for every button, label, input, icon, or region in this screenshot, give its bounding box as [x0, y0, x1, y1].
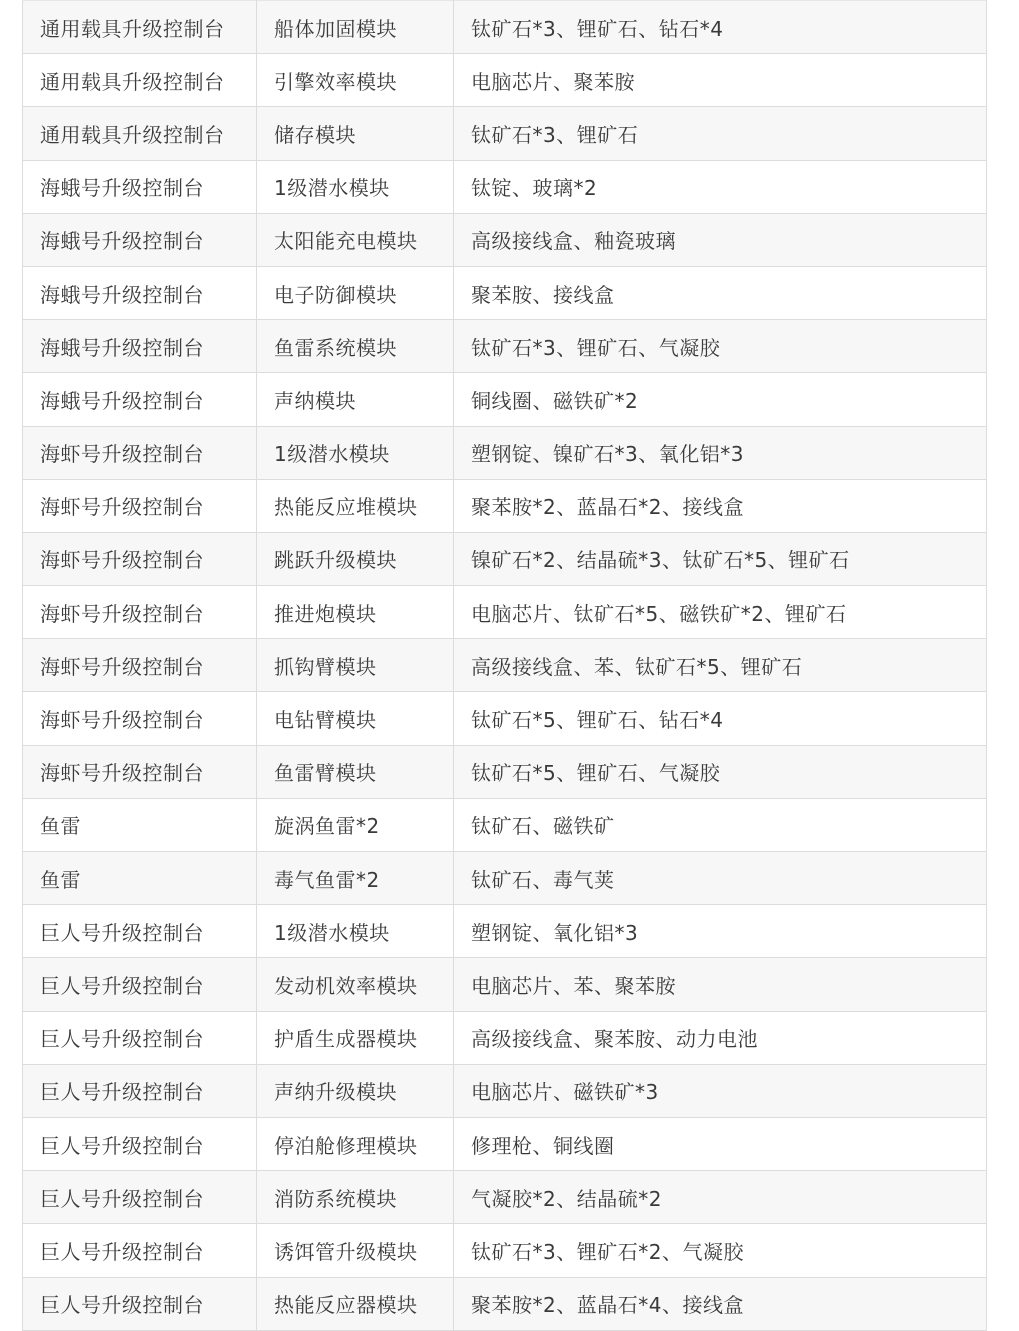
module-cell: 1级潜水模块: [257, 905, 454, 958]
materials-cell: 钛矿石、磁铁矿: [454, 798, 987, 851]
table-row: [23, 639, 987, 692]
materials-cell: 钛矿石*3、锂矿石: [454, 107, 987, 160]
table-row: [23, 107, 987, 160]
module-cell: 抓钩臂模块: [257, 639, 454, 692]
materials-cell: 电脑芯片、磁铁矿*3: [454, 1064, 987, 1117]
module-cell: 电子防御模块: [257, 266, 454, 319]
materials-cell: 修理枪、铜线圈: [454, 1117, 987, 1170]
materials-cell: 高级接线盒、釉瓷玻璃: [454, 213, 987, 266]
console-cell: 海蛾号升级控制台: [23, 213, 257, 266]
table-row: [23, 266, 987, 319]
table-row: [23, 320, 987, 373]
crafting-table: [22, 0, 987, 1331]
table-row: [23, 1171, 987, 1224]
module-cell: 毒气鱼雷*2: [257, 852, 454, 905]
module-cell: 引擎效率模块: [257, 54, 454, 107]
materials-cell: 塑钢锭、镍矿石*3、氧化铝*3: [454, 426, 987, 479]
console-cell: 海虾号升级控制台: [23, 692, 257, 745]
table-row: [23, 1, 987, 54]
module-cell: 发动机效率模块: [257, 958, 454, 1011]
materials-cell: 钛矿石*3、锂矿石、气凝胶: [454, 320, 987, 373]
console-cell: 巨人号升级控制台: [23, 1011, 257, 1064]
table-row: [23, 852, 987, 905]
table-row: [23, 798, 987, 851]
console-cell: 鱼雷: [23, 852, 257, 905]
table-row: [23, 1064, 987, 1117]
console-cell: 海蛾号升级控制台: [23, 373, 257, 426]
table-row: [23, 1011, 987, 1064]
module-cell: 热能反应器模块: [257, 1277, 454, 1330]
materials-cell: 聚苯胺*2、蓝晶石*2、接线盒: [454, 479, 987, 532]
table-row: [23, 479, 987, 532]
table-row: [23, 532, 987, 585]
materials-cell: 钛矿石*3、锂矿石*2、气凝胶: [454, 1224, 987, 1277]
module-cell: 热能反应堆模块: [257, 479, 454, 532]
materials-cell: 高级接线盒、聚苯胺、动力电池: [454, 1011, 987, 1064]
materials-cell: 电脑芯片、聚苯胺: [454, 54, 987, 107]
console-cell: 巨人号升级控制台: [23, 1224, 257, 1277]
module-cell: 声纳模块: [257, 373, 454, 426]
console-cell: 海虾号升级控制台: [23, 426, 257, 479]
materials-cell: 聚苯胺、接线盒: [454, 266, 987, 319]
materials-cell: 钛矿石*5、锂矿石、钻石*4: [454, 692, 987, 745]
module-cell: 诱饵管升级模块: [257, 1224, 454, 1277]
materials-cell: 铜线圈、磁铁矿*2: [454, 373, 987, 426]
module-cell: 护盾生成器模块: [257, 1011, 454, 1064]
table-body: [23, 1, 987, 1331]
materials-cell: 电脑芯片、钛矿石*5、磁铁矿*2、锂矿石: [454, 586, 987, 639]
table-row: [23, 745, 987, 798]
table-row: [23, 426, 987, 479]
module-cell: 电钻臂模块: [257, 692, 454, 745]
materials-cell: 塑钢锭、氧化铝*3: [454, 905, 987, 958]
module-cell: 储存模块: [257, 107, 454, 160]
materials-cell: 电脑芯片、苯、聚苯胺: [454, 958, 987, 1011]
materials-cell: 钛矿石*5、锂矿石、气凝胶: [454, 745, 987, 798]
console-cell: 巨人号升级控制台: [23, 905, 257, 958]
console-cell: 通用载具升级控制台: [23, 54, 257, 107]
console-cell: 巨人号升级控制台: [23, 958, 257, 1011]
console-cell: 巨人号升级控制台: [23, 1171, 257, 1224]
table-row: [23, 905, 987, 958]
console-cell: 海蛾号升级控制台: [23, 320, 257, 373]
module-cell: 鱼雷系统模块: [257, 320, 454, 373]
table-row: [23, 213, 987, 266]
module-cell: 船体加固模块: [257, 1, 454, 54]
console-cell: 鱼雷: [23, 798, 257, 851]
materials-cell: 聚苯胺*2、蓝晶石*4、接线盒: [454, 1277, 987, 1330]
module-cell: 太阳能充电模块: [257, 213, 454, 266]
module-cell: 跳跃升级模块: [257, 532, 454, 585]
table-row: [23, 958, 987, 1011]
console-cell: 海虾号升级控制台: [23, 745, 257, 798]
table-row: [23, 373, 987, 426]
console-cell: 海虾号升级控制台: [23, 639, 257, 692]
module-cell: 1级潜水模块: [257, 426, 454, 479]
materials-cell: 高级接线盒、苯、钛矿石*5、锂矿石: [454, 639, 987, 692]
console-cell: 海虾号升级控制台: [23, 479, 257, 532]
table-row: [23, 692, 987, 745]
console-cell: 海虾号升级控制台: [23, 532, 257, 585]
table-row: [23, 54, 987, 107]
console-cell: 海虾号升级控制台: [23, 586, 257, 639]
console-cell: 巨人号升级控制台: [23, 1277, 257, 1330]
console-cell: 巨人号升级控制台: [23, 1117, 257, 1170]
console-cell: 巨人号升级控制台: [23, 1064, 257, 1117]
module-cell: 1级潜水模块: [257, 160, 454, 213]
console-cell: 通用载具升级控制台: [23, 1, 257, 54]
module-cell: 推进炮模块: [257, 586, 454, 639]
module-cell: 旋涡鱼雷*2: [257, 798, 454, 851]
console-cell: 海蛾号升级控制台: [23, 160, 257, 213]
crafting-table-container: [22, 0, 986, 1331]
module-cell: 消防系统模块: [257, 1171, 454, 1224]
table-row: [23, 1117, 987, 1170]
module-cell: 鱼雷臂模块: [257, 745, 454, 798]
table-row: [23, 1224, 987, 1277]
materials-cell: 镍矿石*2、结晶硫*3、钛矿石*5、锂矿石: [454, 532, 987, 585]
table-row: [23, 160, 987, 213]
materials-cell: 钛矿石*3、锂矿石、钻石*4: [454, 1, 987, 54]
materials-cell: 钛矿石、毒气荚: [454, 852, 987, 905]
console-cell: 通用载具升级控制台: [23, 107, 257, 160]
table-row: [23, 1277, 987, 1330]
console-cell: 海蛾号升级控制台: [23, 266, 257, 319]
module-cell: 声纳升级模块: [257, 1064, 454, 1117]
table-row: [23, 586, 987, 639]
module-cell: 停泊舱修理模块: [257, 1117, 454, 1170]
materials-cell: 钛锭、玻璃*2: [454, 160, 987, 213]
materials-cell: 气凝胶*2、结晶硫*2: [454, 1171, 987, 1224]
